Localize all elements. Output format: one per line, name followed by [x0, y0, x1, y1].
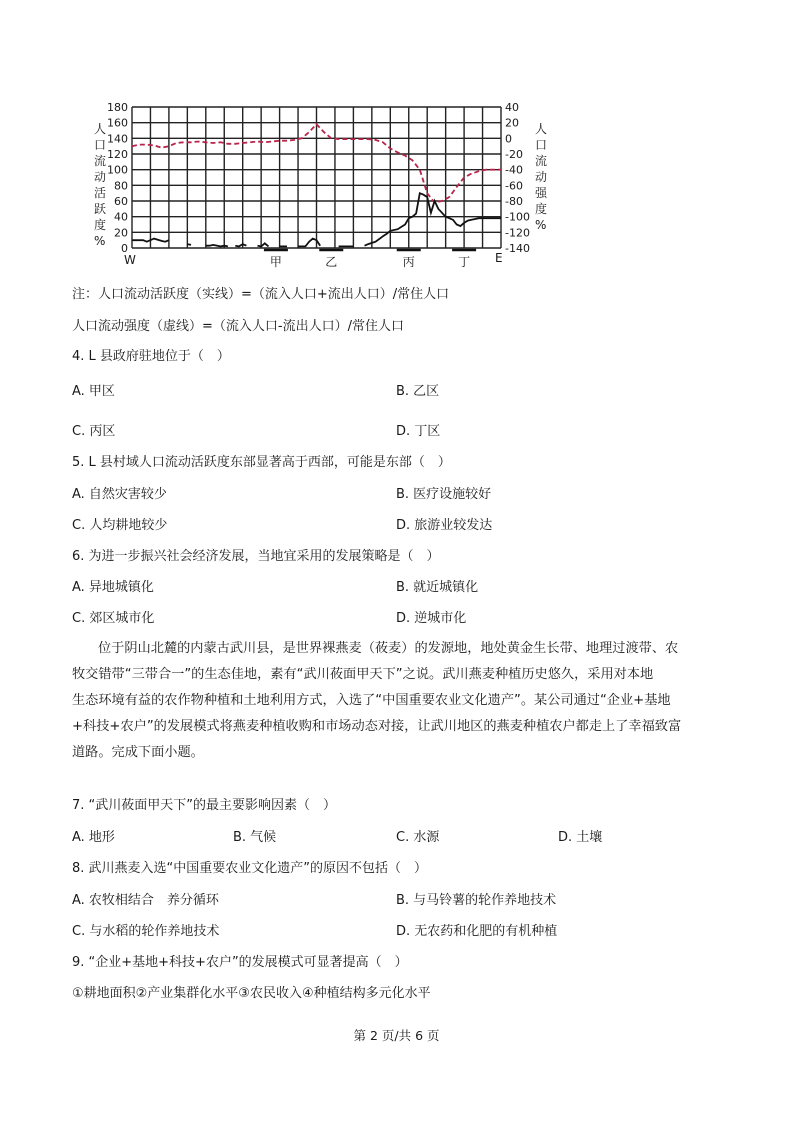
right-axis-title-char: 人	[535, 122, 548, 136]
question-5-option-d: D. 旅游业较发达	[396, 518, 493, 533]
left-tick-label: 0	[121, 242, 128, 255]
right-tick-label: -80	[505, 195, 523, 208]
page-footer: 第 2 页/共 6 页	[353, 1028, 440, 1043]
chart-note-line1: 注：人口流动活跃度（实线）=（流入人口+流出人口）/常住人口	[72, 287, 450, 302]
left-axis-title-char: 口	[94, 138, 107, 152]
right-tick-label: 40	[505, 101, 519, 114]
question-5-option-a: A. 自然灾害较少	[72, 487, 167, 502]
right-tick-label: 20	[505, 116, 519, 130]
question-9-stem: 9. “企业+基地+科技+农户”的发展模式可显著提高（ ）	[72, 955, 408, 970]
left-axis-title	[94, 122, 106, 248]
left-tick-label: 100	[107, 163, 128, 177]
right-axis-title-char: 口	[535, 138, 548, 152]
question-7-option-d: D. 土壤	[558, 830, 603, 845]
question-5-option-c: C. 人均耕地较少	[72, 518, 168, 533]
question-5-option-b: B. 医疗设施较好	[396, 487, 492, 502]
left-tick-label: 140	[107, 132, 128, 146]
chart-note-line2: 人口流动强度（虚线）=（流入人口-流出人口）/常住人口	[72, 319, 404, 334]
passage-line-5: 道路。完成下面小题。	[72, 745, 204, 760]
left-tick-label: 40	[114, 210, 128, 224]
question-8-option-d: D. 无农药和化肥的有机种植	[396, 924, 558, 939]
district-label: 丙	[402, 255, 415, 269]
right-tick-label: -40	[505, 163, 523, 177]
right-axis-title-char: 强	[535, 186, 548, 200]
question-8-stem: 8. 武川燕麦入选“中国重要农业文化遗产”的原因不包括（ ）	[72, 861, 428, 876]
right-tick-label: -120	[505, 226, 530, 240]
district-label: 甲	[269, 255, 282, 269]
right-tick-label: -100	[505, 210, 530, 224]
question-6-option-d: D. 逆城市化	[396, 611, 467, 626]
question-6-option-b: B. 就近城镇化	[396, 580, 479, 595]
passage-line-4: +科技+农户”的发展模式将燕麦种植收购和市场动态对接，让武川地区的燕麦种植农户都走上了幸福致富	[72, 719, 682, 734]
question-9-options: ①耕地面积②产业集群化水平③农民收入④种植结构多元化水平	[72, 986, 431, 1001]
question-7-stem: 7. “武川莜面甲天下”的最主要影响因素（ ）	[72, 798, 337, 813]
question-4-option-d: D. 丁区	[396, 424, 441, 439]
population-flow-chart	[80, 95, 548, 280]
left-tick-label: 60	[114, 195, 128, 208]
right-tick-label: -140	[505, 242, 530, 255]
left-axis-title-char: 人	[94, 122, 107, 136]
left-axis-title-char: 活	[94, 186, 107, 200]
right-tick-label: -60	[505, 179, 523, 193]
left-axis-title-char: 流	[94, 154, 107, 168]
left-tick-label: 20	[114, 226, 128, 240]
passage-line-1: 位于阴山北麓的内蒙古武川县，是世界裸燕麦（莜麦）的发源地，地处黄金生长带、地理过渡带、农	[98, 641, 679, 656]
west-label: W	[124, 253, 136, 267]
passage-line-2: 牧交错带“三带合一”的生态佳地，素有“武川莜面甲天下”之说。武川燕麦种植历史悠久，采用对本地	[72, 667, 654, 682]
left-axis-title-char: 度	[94, 218, 107, 232]
right-tick-label: 0	[505, 132, 512, 146]
question-8-option-c: C. 与水稻的轮作养地技术	[72, 924, 220, 939]
district-label: 丁	[458, 255, 471, 269]
question-6-option-a: A. 异地城镇化	[72, 580, 154, 595]
right-axis-title-char: 动	[535, 170, 548, 184]
question-4-option-a: A. 甲区	[72, 384, 115, 399]
right-tick-label: -20	[505, 148, 523, 161]
question-4-option-b: B. 乙区	[396, 384, 440, 399]
question-5-stem: 5. L 县村域人口流动活跃度东部显著高于西部，可能是东部（ ）	[72, 455, 451, 470]
district-label: 乙	[325, 255, 338, 269]
question-4-option-c: C. 丙区	[72, 424, 116, 439]
question-7-option-b: B. 气候	[233, 830, 277, 845]
right-axis-title-char: 流	[535, 154, 548, 168]
question-6-option-c: C. 郊区城市化	[72, 611, 155, 626]
left-tick-label: 120	[107, 148, 128, 161]
question-8-option-b: B. 与马铃薯的轮作养地技术	[396, 893, 557, 908]
left-tick-label: 80	[114, 179, 128, 193]
question-8-option-a: A. 农牧相结合 养分循环	[72, 893, 219, 908]
question-7-option-a: A. 地形	[72, 830, 115, 845]
left-tick-label: 180	[107, 101, 128, 114]
chart-grid	[132, 107, 501, 248]
passage-line-3: 生态环境有益的农作物种植和土地利用方式，入选了“中国重要农业文化遗产”。某公司通过“企业+基地	[72, 693, 671, 708]
left-axis-title-char: %	[94, 234, 106, 248]
right-axis-title-char: 度	[535, 202, 548, 216]
chart-x-labels	[124, 250, 503, 269]
east-label: E	[495, 251, 503, 265]
question-6-stem: 6. 为进一步振兴社会经济发展，当地宜采用的发展策略是（ ）	[72, 549, 440, 564]
right-axis-title	[535, 122, 548, 232]
left-axis-title-char: 动	[94, 170, 107, 184]
left-tick-label: 160	[107, 116, 128, 130]
right-axis-title-char: %	[535, 218, 547, 232]
question-7-option-c: C. 水源	[396, 830, 440, 845]
left-axis-title-char: 跃	[94, 202, 107, 216]
question-4-stem: 4. L 县政府驻地位于（ ）	[72, 349, 230, 364]
